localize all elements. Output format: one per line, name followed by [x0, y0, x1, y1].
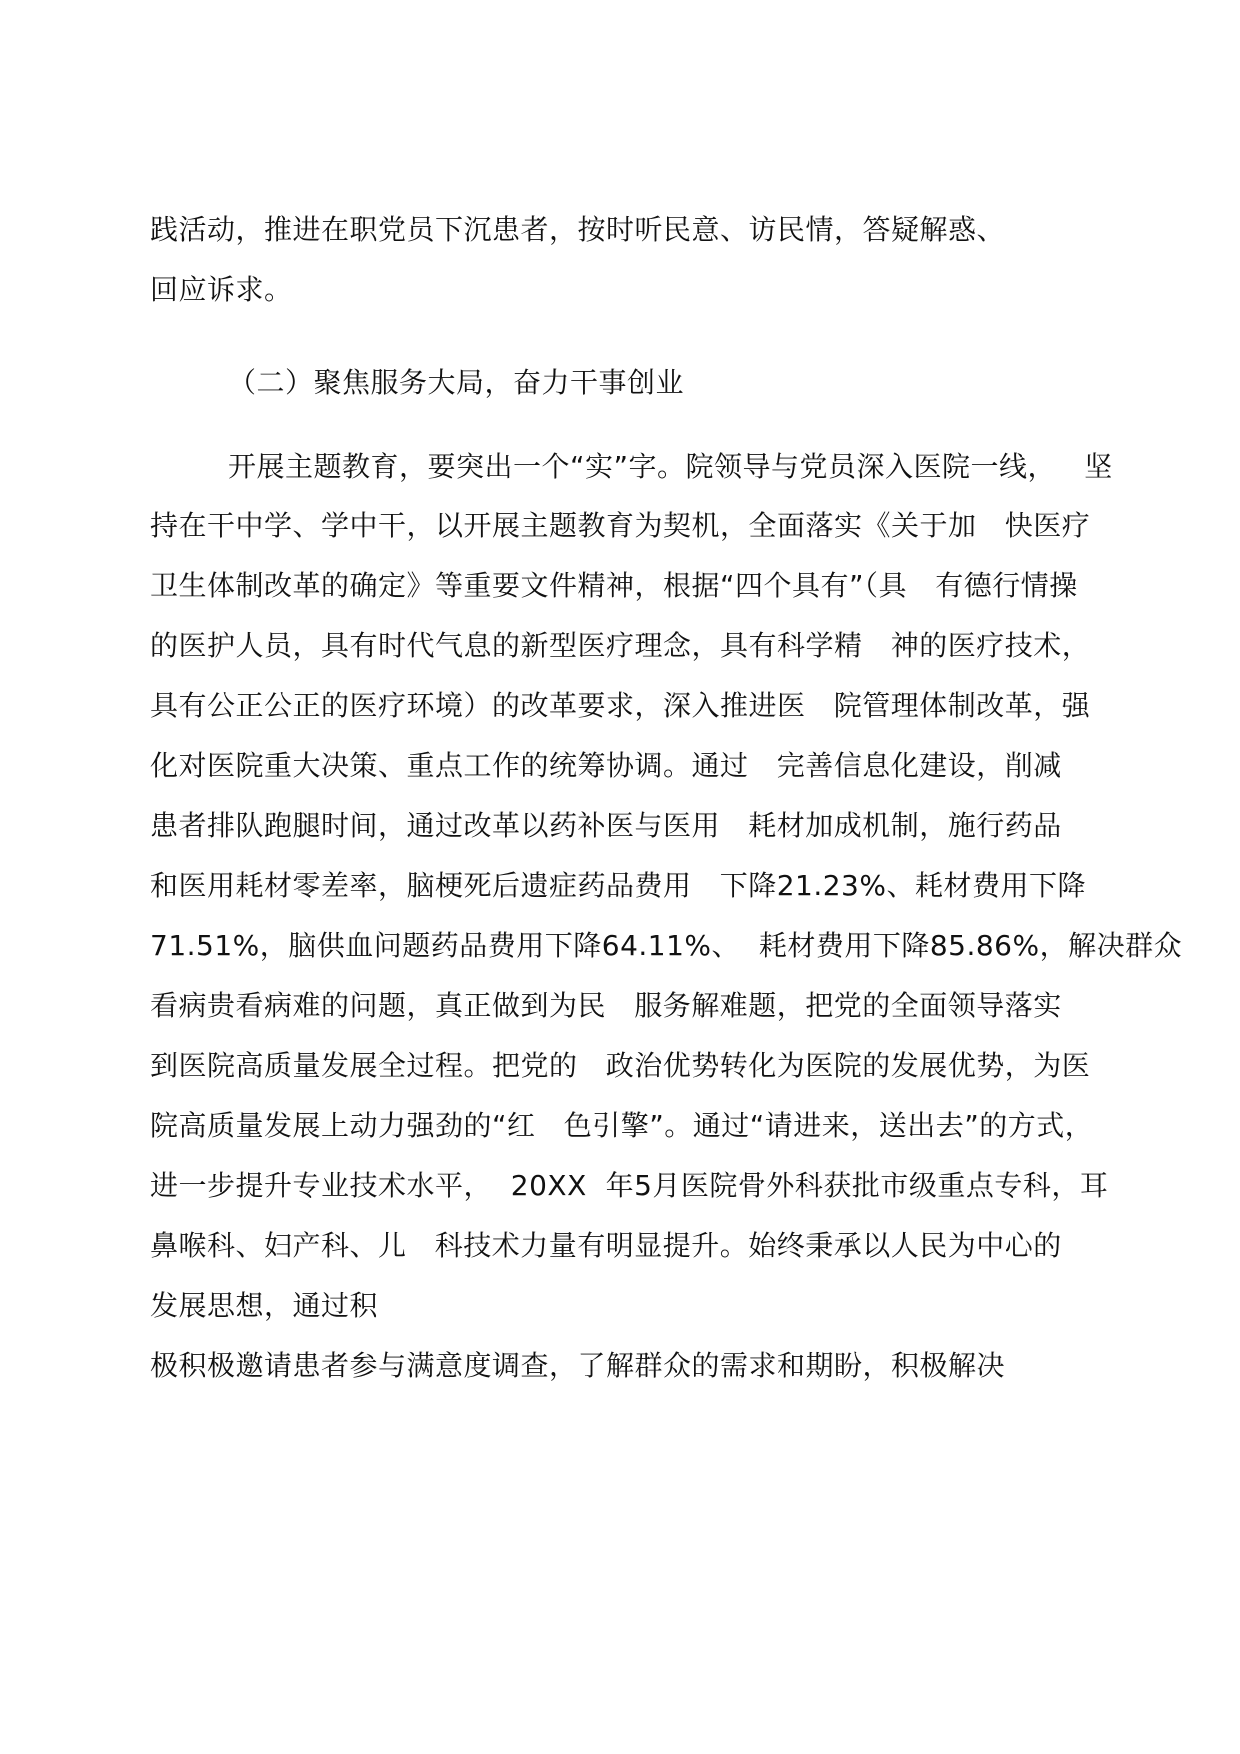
paragraph-line-8: 和医用耗材零差率，脑梗死后遗症药品费用 下降21.23%、耗材费用下降: [150, 869, 1086, 902]
paragraph-line-12: 院高质量发展上动力强劲的“红 色引擎”。通过“请进来，送出去”的方式，: [150, 1109, 1094, 1142]
paragraph-line-10: 看病贵看病难的问题，真正做到为民 服务解难题，把党的全面领导落实: [150, 989, 1062, 1022]
paragraph-line-14: 鼻喉科、妇产科、儿 科技术力量有明显提升。始终秉承以人民为中心的: [150, 1229, 1062, 1262]
paragraph-line-3: 卫生体制改革的确定》等重要文件精神，根据“四个具有”（具 有德行情操: [150, 569, 1078, 602]
paragraph-line-2: 持在干中学、学中干，以开展主题教育为契机，全面落实《关于加 快医疗: [150, 509, 1091, 542]
paragraph-line-7: 患者排队跑腿时间，通过改革以药补医与医用 耗材加成机制，施行药品: [150, 809, 1062, 842]
paragraph-line-15: 发展思想，通过积: [150, 1289, 379, 1322]
paragraph-line-6: 化对医院重大决策、重点工作的统筹协调。通过 完善信息化建设，削减: [150, 749, 1062, 782]
paragraph-line-4: 的医护人员，具有时代气息的新型医疗理念，具有科学精 神的医疗技术，: [150, 629, 1091, 662]
paragraph-line-9: 71.51%，脑供血问题药品费用下降64.11%、 耗材费用下降85.86%，解决群众: [150, 929, 1183, 962]
paragraph-line-1: 开展主题教育，要突出一个“实”字。院领导与党员深入医院一线， 坚: [228, 450, 1113, 483]
paragraph-line-5: 具有公正公正的医疗环境）的改革要求，深入推进医 院管理体制改革，强: [150, 689, 1091, 722]
top-paragraph-line-2: 回应诉求。: [150, 273, 293, 306]
top-paragraph-line-1: 践活动，推进在职党员下沉患者，按时听民意、访民情，答疑解惑、: [150, 213, 1006, 246]
paragraph-line-13: 进一步提升专业技术水平， 20XX 年5月医院骨外科获批市级重点专科，耳: [150, 1169, 1109, 1202]
paragraph-line-16: 极积极邀请患者参与满意度调查，了解群众的需求和期盼，积极解决: [150, 1349, 1006, 1382]
section-heading: （二）聚焦服务大局，奋力干事创业: [228, 366, 685, 399]
paragraph-line-11: 到医院高质量发展全过程。把党的 政治优势转化为医院的发展优势，为医: [150, 1049, 1091, 1082]
